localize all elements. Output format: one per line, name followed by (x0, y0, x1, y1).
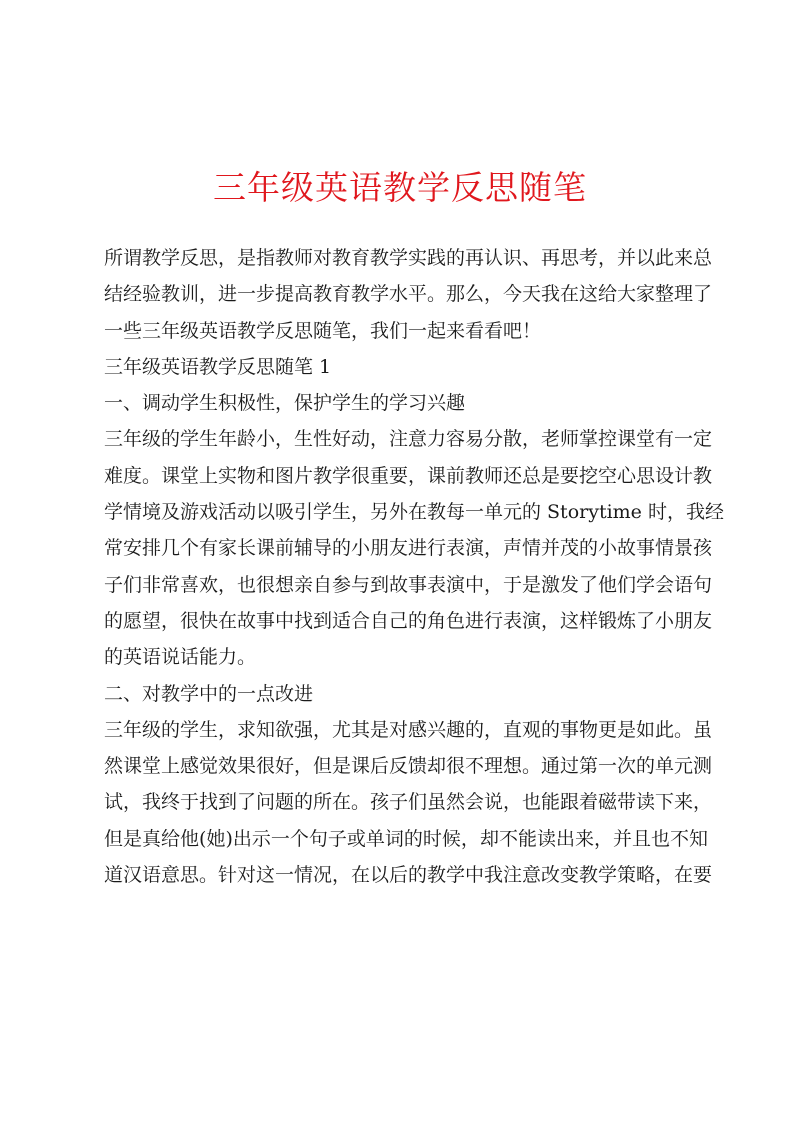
text-line: 然课堂上感觉效果很好，但是课后反馈却很不理想。通过第一次的单元测 (104, 755, 713, 778)
text-line: 学情境及游戏活动以吸引学生，另外在教每一单元的 Storytime 时，我经 (104, 501, 724, 524)
text-line: 常安排几个有家长课前辅导的小朋友进行表演，声情并茂的小故事情景孩 (104, 537, 713, 560)
text-line: 所谓教学反思，是指教师对教育教学实践的再认识、再思考，并以此来总 (104, 247, 713, 269)
text-line: 试，我终于找到了问题的所在。孩子们虽然会说，也能跟着磁带读下来， (104, 791, 713, 814)
intro-paragraph (104, 240, 713, 349)
text-line: 三年级英语教学反思随笔 1 (104, 355, 332, 378)
text-line: 但是真给他(她)出示一个句子或单词的时候，却不能读出来，并且也不知 (104, 827, 708, 850)
text-line: 三年级的学生，求知欲强，尤其是对感兴趣的，直观的事物更是如此。虽 (104, 718, 713, 741)
text-line: 难度。课堂上实物和图片教学很重要，课前教师还总是要挖空心思设计教 (104, 464, 713, 487)
text-line: 一、调动学生积极性，保护学生的学习兴趣 (104, 392, 466, 415)
subheading-one (104, 385, 708, 421)
text-line: 的愿望，很快在故事中找到适合自己的角色进行表演，这样锻炼了小朋友 (104, 609, 713, 632)
document-title: 三年级英语教学反思随笔 (213, 168, 587, 207)
text-line: 的英语说话能力。 (104, 646, 257, 669)
text-line: 三年级的学生年龄小，生性好动，注意力容易分散，老师掌控课堂有一定 (104, 428, 713, 451)
body-paragraph (104, 421, 724, 675)
text-line: 结经验教训，进一步提高教育教学水平。那么，今天我在这给大家整理了 (104, 283, 713, 306)
text-line: 二、对教学中的一点改进 (104, 682, 314, 705)
section-heading (104, 349, 708, 385)
text-line: 一些三年级英语教学反思随笔，我们一起来看看吧！ (104, 319, 542, 342)
body-paragraph (104, 712, 713, 893)
subheading-two (104, 676, 708, 712)
document-body (104, 240, 724, 893)
text-line: 子们非常喜欢，也很想亲自参与到故事表演中，于是激发了他们学会语句 (104, 573, 713, 596)
text-line: 道汉语意思。针对这一情况，在以后的教学中我注意改变教学策略，在要 (104, 864, 713, 887)
